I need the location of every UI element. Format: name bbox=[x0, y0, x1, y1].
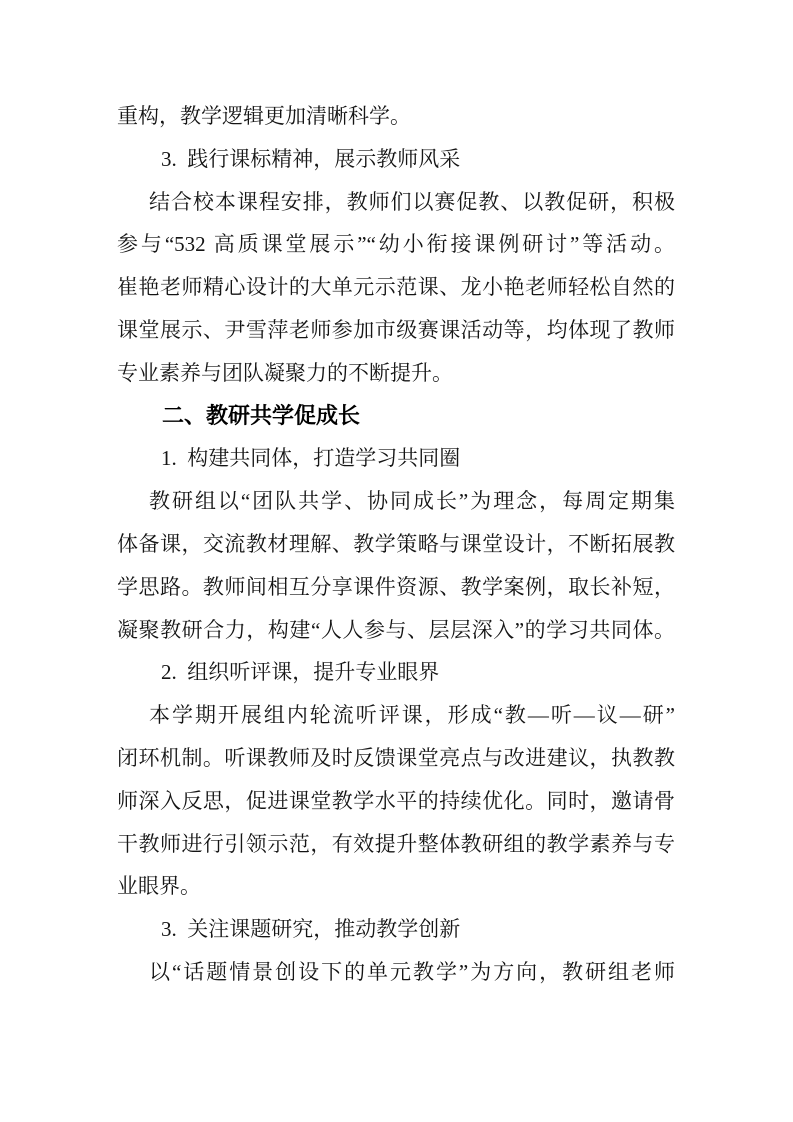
numbered-item-heading: 3. 关注课题研究，推动教学创新 bbox=[161, 917, 461, 942]
numbered-item-heading: 2. 组织听评课，提升专业眼界 bbox=[161, 660, 440, 685]
paragraph-line: 以“话题情景创设下的单元教学”为方向，教研组老师 bbox=[149, 959, 675, 984]
paragraph-line: 师深入反思，促进课堂教学水平的持续优化。同时，邀请骨 bbox=[117, 788, 675, 813]
paragraph-line: 专业素养与团队凝聚力的不断提升。 bbox=[117, 360, 453, 385]
paragraph-line: 课堂展示、尹雪萍老师参加市级赛课活动等，均体现了教师 bbox=[117, 317, 675, 342]
paragraph-line: 凝聚教研合力，构建“人人参与、层层深入”的学习共同体。 bbox=[117, 617, 675, 642]
paragraph-line: 教研组以“团队共学、协同成长”为理念，每周定期集 bbox=[149, 489, 675, 514]
paragraph-line: 业眼界。 bbox=[117, 874, 201, 899]
paragraph-line: 结合校本课程安排，教师们以赛促教、以教促研，积极 bbox=[149, 189, 675, 214]
paragraph-line: 本学期开展组内轮流听评课，形成“教—听—议—研” bbox=[149, 703, 675, 728]
numbered-item-heading: 3. 践行课标精神，展示教师风采 bbox=[161, 146, 461, 171]
document-body bbox=[117, 95, 675, 994]
paragraph-line: 重构，教学逻辑更加清晰科学。 bbox=[117, 104, 411, 128]
numbered-item-heading: 1. 构建共同体，打造学习共同圈 bbox=[161, 446, 461, 471]
paragraph-line: 参与“532 高质课堂展示”“幼小衔接课例研讨”等活动。 bbox=[117, 232, 675, 257]
section-heading: 二、教研共学促成长 bbox=[162, 402, 361, 428]
paragraph-line: 干教师进行引领示范，有效提升整体教研组的教学素养与专 bbox=[117, 831, 675, 856]
paragraph-line: 体备课，交流教材理解、教学策略与课堂设计，不断拓展教 bbox=[117, 531, 675, 556]
paragraph-line: 学思路。教师间相互分享课件资源、教学案例，取长补短， bbox=[117, 574, 675, 599]
paragraph-line: 闭环机制。听课教师及时反馈课堂亮点与改进建议，执教教 bbox=[117, 745, 675, 770]
paragraph-line: 崔艳老师精心设计的大单元示范课、龙小艳老师轻松自然的 bbox=[117, 275, 675, 300]
